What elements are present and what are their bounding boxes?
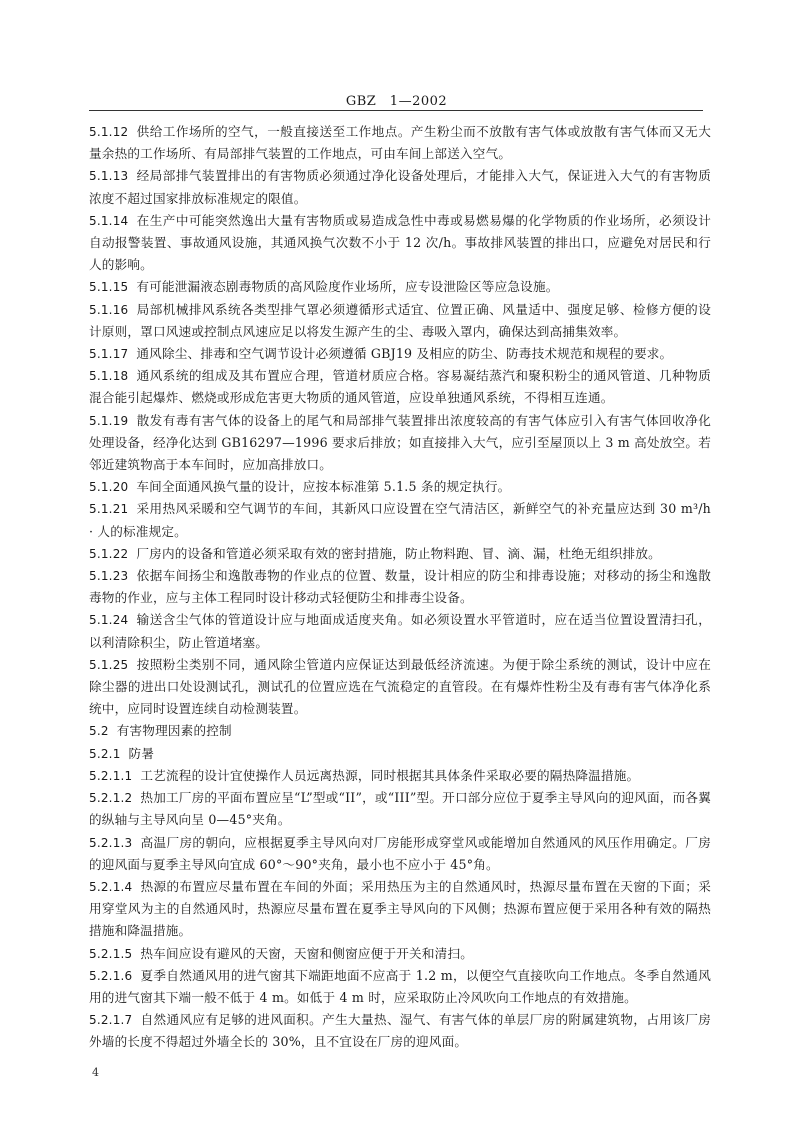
clause-paragraph xyxy=(89,743,711,765)
clause-number: 5.2.1.5 xyxy=(89,946,133,961)
clause-number: 5.1.25 xyxy=(89,657,129,672)
clause-text: 防暑 xyxy=(128,745,155,761)
clause-text: 自然通风应有足够的进风面积。产生大量热、湿气、有害气体的单层厂房的附属建筑物，占用该厂房外墙的长度不得超过外墙全长的 30%，且不宜设在厂房的迎风面。 xyxy=(89,1012,711,1050)
clause-text: 通风系统的组成及其布置应合理，管道材质应合格。容易凝结蒸汽和聚积粉尘的通风管道、几种物质混合能引起爆炸、燃烧或形成危害更大物质的通风管道，应设单独通风系统，不得相互连通。 xyxy=(89,368,711,406)
clause-paragraph xyxy=(89,121,711,165)
clause-number: 5.1.20 xyxy=(89,480,129,495)
clause-text: 依据车间扬尘和逸散毒物的作业点的位置、数量，设计相应的防尘和排毒设施；对移动的扬尘和逸散毒物的作业，应与主体工程同时设计移动式轻便防尘和排毒尘设备。 xyxy=(89,568,711,606)
clause-paragraph xyxy=(89,876,711,943)
clause-paragraph xyxy=(89,943,711,965)
clause-number: 5.2.1.4 xyxy=(89,879,133,894)
clause-number: 5.1.22 xyxy=(89,546,129,561)
document-body xyxy=(89,121,711,1054)
clause-number: 5.2.1 xyxy=(89,746,121,761)
clause-paragraph xyxy=(89,654,711,721)
clause-paragraph xyxy=(89,498,711,542)
clause-paragraph xyxy=(89,365,711,409)
clause-text: 采用热风采暖和空气调节的车间，其新风口应设置在空气清洁区，新鲜空气的补充量应达到 30 m³/h · 人的标准规定。 xyxy=(89,501,711,539)
clause-number: 5.1.24 xyxy=(89,613,129,628)
clause-number: 5.2 xyxy=(89,724,109,739)
clause-paragraph xyxy=(89,210,711,277)
clause-number: 5.1.15 xyxy=(89,280,129,295)
clause-text: 有可能泄漏液态剧毒物质的高风险度作业场所，应专设泄险区等应急设施。 xyxy=(136,279,559,295)
clause-paragraph xyxy=(89,965,711,1009)
clause-text: 通风除尘、排毒和空气调节设计必须遵循 GBJ19 及相应的防尘、防毒技术规范和规程的要求。 xyxy=(136,346,673,362)
clause-paragraph xyxy=(89,1009,711,1053)
clause-number: 5.2.1.6 xyxy=(89,968,133,983)
clause-paragraph xyxy=(89,609,711,653)
clause-text: 局部机械排风系统各类型排气罩必须遵循形式适宜、位置正确、风量适中、强度足够、检修方便的设计原则，罩口风速或控制点风速应足以将发生源产生的尘、毒吸入罩内，确保达到高捕集效率。 xyxy=(89,301,711,339)
clause-number: 5.1.19 xyxy=(89,413,129,428)
clause-paragraph xyxy=(89,276,711,298)
clause-paragraph xyxy=(89,343,711,365)
clause-paragraph xyxy=(89,787,711,831)
clause-text: 输送含尘气体的管道设计应与地面成适度夹角。如必须设置水平管道时，应在适当位置设置清扫孔，以利清除积尘，防止管道堵塞。 xyxy=(89,612,711,650)
clause-paragraph xyxy=(89,565,711,609)
clause-text: 热车间应设有避风的天窗，天窗和侧窗应便于开关和清扫。 xyxy=(140,945,474,961)
clause-text: 供给工作场所的空气，一般直接送至工作地点。产生粉尘而不放散有害气体或放散有害气体而又无大量余热的工作场所、有局部排气装置的工作地点，可由车间上部送入空气。 xyxy=(89,124,711,162)
clause-number: 5.1.16 xyxy=(89,302,129,317)
header-rule xyxy=(89,110,703,111)
clause-text: 热加工厂房的平面布置应呈“L”型或“II”，或“III”型。开口部分应位于夏季主导风向的迎风面，而各翼的纵轴与主导风向呈 0—45°夹角。 xyxy=(89,790,711,828)
clause-paragraph xyxy=(89,165,711,209)
clause-paragraph xyxy=(89,543,711,565)
clause-text: 高温厂房的朝向，应根据夏季主导风向对厂房能形成穿堂风或能增加自然通风的风压作用确定。厂房的迎风面与夏季主导风向宜成 60°～90°夹角，最小也不应小于 45°角。 xyxy=(89,834,711,872)
clause-text: 热源的布置应尽量布置在车间的外面；采用热压为主的自然通风时，热源尽量布置在天窗的下面；采用穿堂风为主的自然通风时，热源应尽量布置在夏季主导风向的下风侧；热源布置应便于采用各种有效的隔热措施和降温措施。 xyxy=(89,878,711,939)
clause-text: 在生产中可能突然逸出大量有害物质或易造成急性中毒或易燃易爆的化学物质的作业场所，必须设计自动报警装置、事故通风设施，其通风换气次数不小于 12 次/h。事故排风装置的排出口，应避免对居民和行人的影响。 xyxy=(89,212,711,273)
document-header: GBZ 1—2002 xyxy=(345,94,448,109)
clause-paragraph xyxy=(89,299,711,343)
clause-text: 按照粉尘类别不同，通风除尘管道内应保证达到最低经济流速。为便于除尘系统的测试，设计中应在除尘器的进出口处设测试孔，测试孔的位置应选在气流稳定的直管段。在有爆炸性粉尘及有毒有害气体净化系统中，应同时设置连续自动检测装置。 xyxy=(89,656,711,717)
clause-number: 5.1.12 xyxy=(89,125,129,139)
page-number: 4 xyxy=(92,1066,99,1079)
clause-number: 5.1.23 xyxy=(89,569,129,584)
clause-paragraph xyxy=(89,765,711,787)
clause-number: 5.2.1.1 xyxy=(89,768,133,783)
clause-number: 5.1.18 xyxy=(89,369,129,384)
clause-text: 有害物理因素的控制 xyxy=(116,723,232,739)
clause-paragraph xyxy=(89,410,711,477)
clause-number: 5.1.17 xyxy=(89,347,129,362)
clause-text: 经局部排气装置排出的有害物质必须通过净化设备处理后，才能排入大气，保证进入大气的有害物质浓度不超过国家排放标准规定的限值。 xyxy=(89,168,711,206)
clause-number: 5.1.13 xyxy=(89,169,129,184)
clause-number: 5.1.21 xyxy=(89,502,129,517)
clause-text: 工艺流程的设计宜使操作人员远离热源，同时根据其具体条件采取必要的隔热降温措施。 xyxy=(140,767,640,783)
clause-paragraph xyxy=(89,832,711,876)
clause-number: 5.2.1.3 xyxy=(89,835,133,850)
clause-text: 散发有毒有害气体的设备上的尾气和局部排气装置排出浓度较高的有害气体应引入有害气体回收净化处理设备，经净化达到 GB16297—1996 要求后排放；如直接排入大气，应引至屋顶以上 3 m 高处放空。若邻近建筑物高于本车间时，应加高排放口。 xyxy=(89,412,711,473)
clause-paragraph xyxy=(89,720,711,742)
clause-number: 5.1.14 xyxy=(89,213,129,228)
clause-text: 夏季自然通风用的进气窗其下端距地面不应高于 1.2 m，以便空气直接吹向工作地点。冬季自然通风用的进气窗其下端一般不低于 4 m。如低于 4 m 时，应采取防止冷风吹向工作地点的有效措施。 xyxy=(89,967,711,1005)
clause-number: 5.2.1.7 xyxy=(89,1013,133,1028)
clause-paragraph xyxy=(89,476,711,498)
clause-number: 5.2.1.2 xyxy=(89,791,133,806)
clause-text: 车间全面通风换气量的设计，应按本标准第 5.1.5 条的规定执行。 xyxy=(136,479,511,495)
clause-text: 厂房内的设备和管道必须采取有效的密封措施，防止物料跑、冒、滴、漏，杜绝无组织排放。 xyxy=(136,545,661,561)
